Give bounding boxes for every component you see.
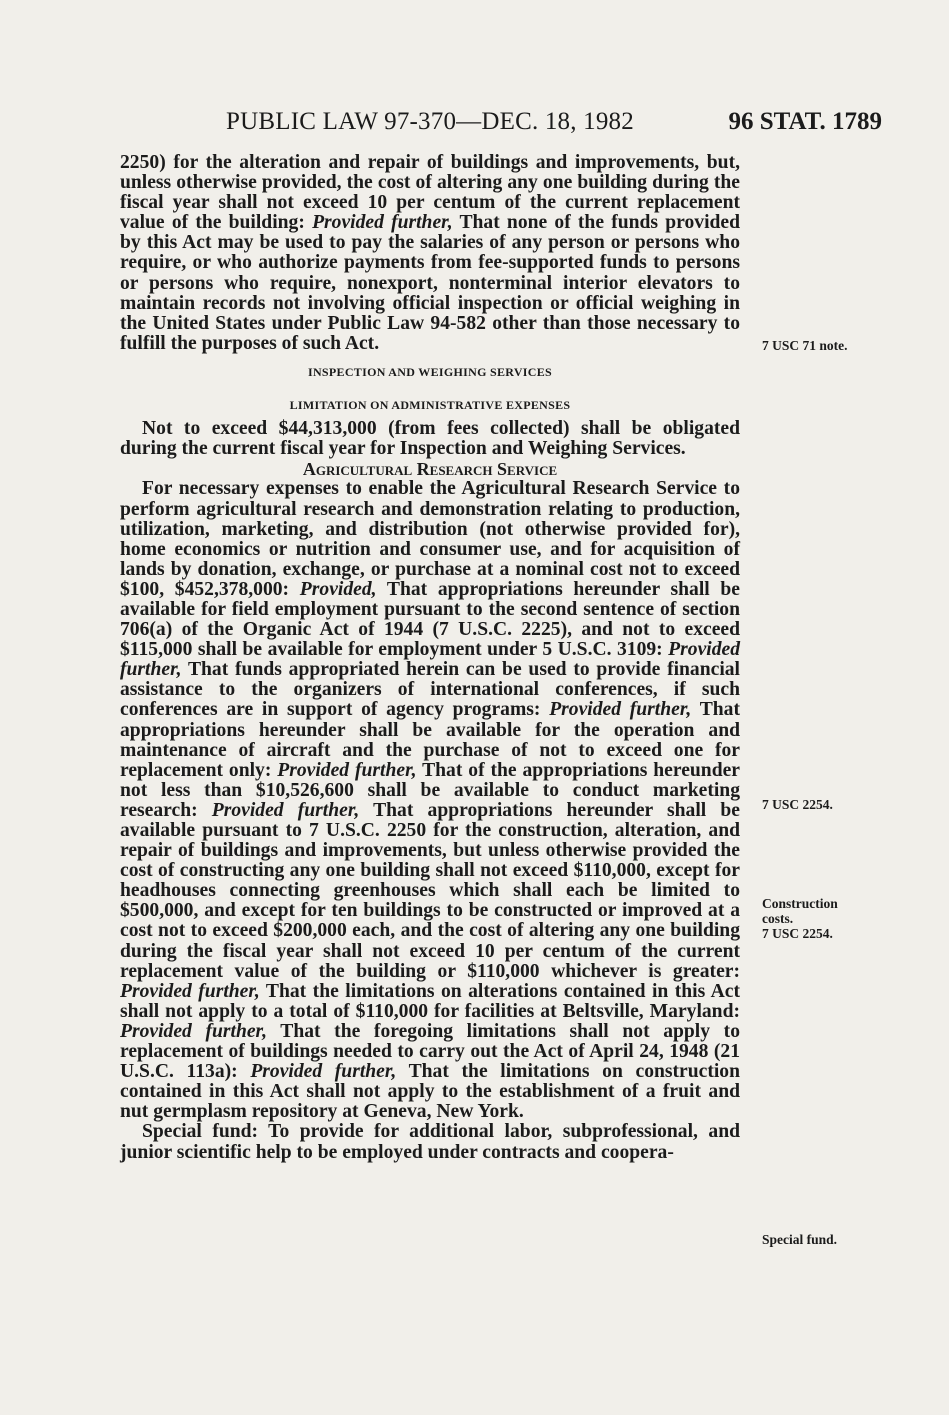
margin-note-usc71: 7 USC 71 note. bbox=[762, 338, 848, 353]
paragraph-inspection-fees: Not to exceed $44,313,000 (from fees collected) shall be obligated during the current fiscal year for Inspection and Weighing Services. bbox=[120, 418, 740, 460]
page-title: PUBLIC LAW 97-370—DEC. 18, 1982 bbox=[226, 108, 634, 135]
section-heading-limitation: LIMITATION ON ADMINISTRATIVE EXPENSES bbox=[289, 398, 571, 413]
margin-note-usc2254: 7 USC 2254. bbox=[762, 797, 833, 812]
body-text bbox=[120, 153, 740, 1163]
paragraph-continuation: 2250) for the alteration and repair of buildings and improvements, but, unless otherwise provided, the cost of altering any one building during the fiscal year shall not exceed 10 per centum of the current replacement value of the building: Provided further, That none of the funds provided by this Act may be used to pay the salaries of any person or persons who require, or who authorize payments from fee-supported funds to persons or persons who require, nonexport, nonterminal interior elevators to maintain records not involving official inspection or official weighing in the United States under Public Law 94-582 other than those necessary to fulfill the purposes of such Act. bbox=[120, 152, 741, 354]
margin-note-construction: Construction costs. bbox=[762, 896, 838, 926]
paragraph-special-fund: Special fund: To provide for additional labor, subprofessional, and junior scientific help to be employed under contracts and coopera- bbox=[120, 1121, 740, 1163]
margin-note-usc2254-second: 7 USC 2254. bbox=[762, 926, 833, 941]
section-heading-ars: Agricultural Research Service bbox=[302, 459, 558, 480]
paragraph-ars-appropriation: For necessary expenses to enable the Agricultural Research Service to perform agricultural research and demonstration relating to production, utilization, marketing, and distribution (not otherwise provided for), home economics or nutrition and consumer use, and for acquisition of lands by donation, exchange, or purchase at a nominal cost not to exceed $100, $452,378,000: Provided, That appropriations hereunder shall be available for field employment pursuant to the second sentence of section 706(a) of the Organic Act of 1944 (7 U.S.C. 2225), and not to exceed $115,000 shall be available for employment under 5 U.S.C. 3109: Provided further, That funds appropriated herein can be used to provide financial assistance to the organizers of international conferences, if such conferences are in support of agency programs: Provided further, That appropriations hereunder shall be available for the operation and maintenance of aircraft and the purchase of not to exceed one for replacement only: Provided further, That of the appropriations hereunder not less than $10,526,600 shall be available to conduct marketing research: Provided further, That appropriations hereunder shall be available pursuant to 7 U.S.C. 2250 for the construction, alteration, and repair of buildings and improvements, but unless otherwise provided the cost of constructing any one building shall not exceed $110,000, except for headhouses connecting greenhouses which shall each be limited to $500,000, and except for ten buildings to be constructed or improved at a cost not to exceed $200,000 each, and the cost of altering any one building during the fiscal year shall not exceed 10 per centum of the current replacement value of the building or $110,000 whichever is greater: Provided further, That the limitations on alterations contained in this Act shall not apply to a total of $110,000 for facilities at Beltsville, Maryland: Provided further, That the foregoing limitations shall not apply to replacement of buildings needed to carry out the Act of April 24, 1948 (21 U.S.C. 113a): Provided further, That the limitations on construction contained in this Act shall not apply to the establishment of a fruit and nut germplasm repository at Geneva, New York. bbox=[120, 478, 741, 1123]
running-head bbox=[120, 108, 882, 142]
statute-citation: 96 STAT. 1789 bbox=[728, 108, 882, 135]
section-heading-inspection: INSPECTION AND WEIGHING SERVICES bbox=[307, 364, 552, 379]
margin-note-special-fund: Special fund. bbox=[762, 1232, 838, 1247]
